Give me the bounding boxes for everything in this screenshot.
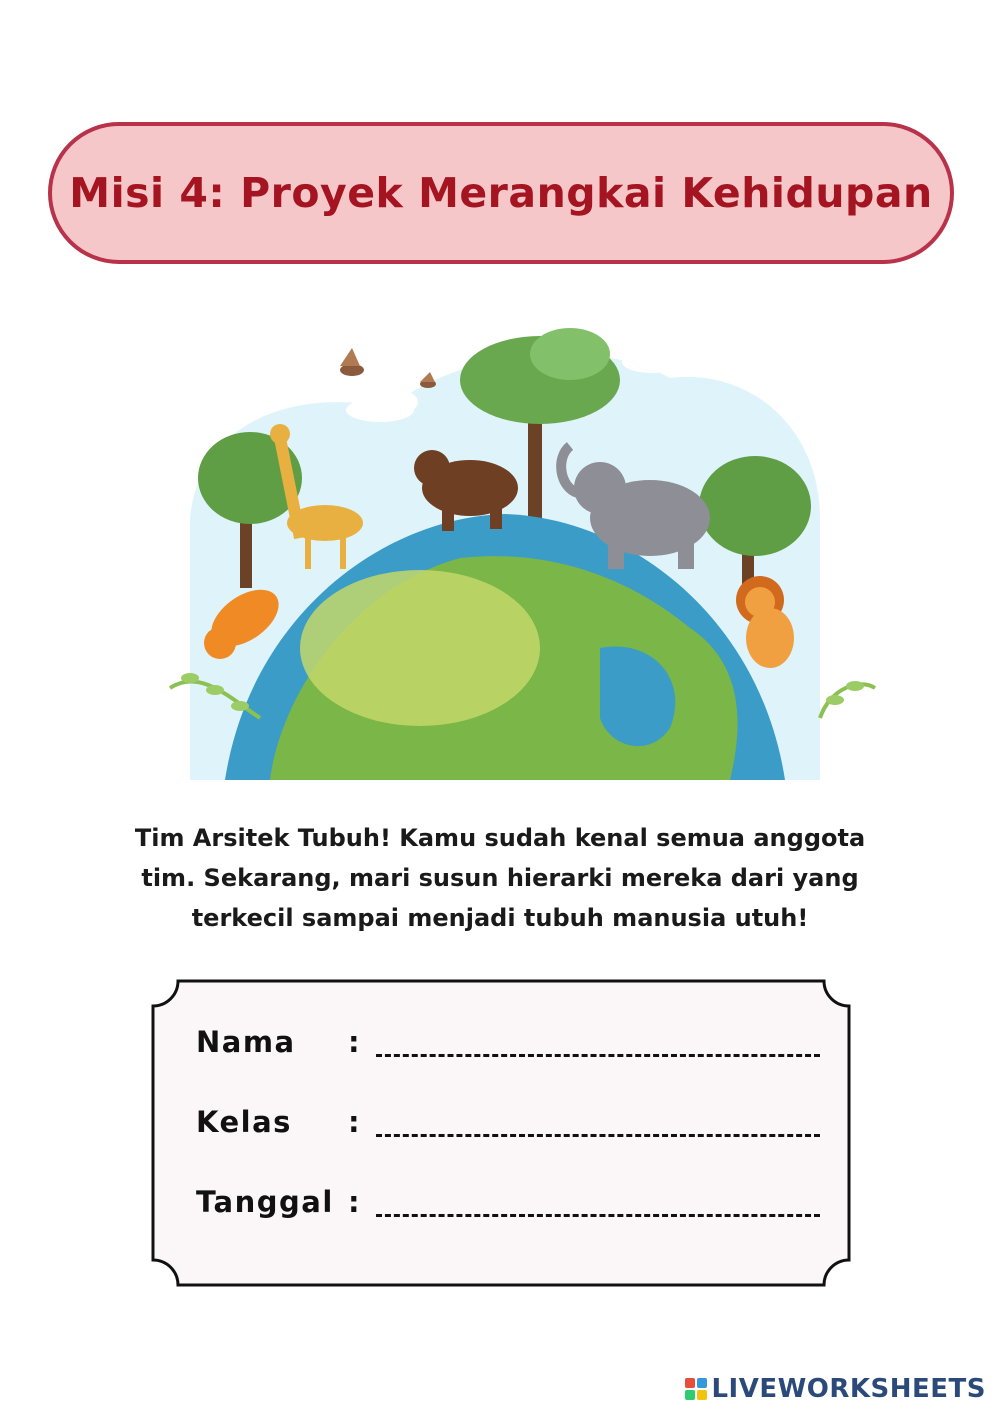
colon: : — [348, 1105, 362, 1139]
intro-line: terkecil sampai menjadi tubuh manusia utuh! — [191, 904, 809, 932]
colon: : — [348, 1185, 362, 1219]
earth-illustration-svg — [130, 318, 880, 780]
title-banner — [48, 122, 954, 264]
class-label: Kelas — [196, 1105, 292, 1139]
date-field-row — [196, 1182, 820, 1222]
date-label: Tanggal — [196, 1185, 334, 1219]
class-input-line[interactable] — [376, 1108, 820, 1137]
liveworksheets-logo-icon — [685, 1378, 707, 1400]
brand-name: LIVEWORKSHEETS — [711, 1374, 986, 1404]
class-field-row — [196, 1102, 820, 1142]
name-input-line[interactable] — [376, 1028, 820, 1057]
page-title: Misi 4: Proyek Merangkai Kehidupan — [69, 169, 933, 217]
intro-line: tim. Sekarang, mari susun hierarki mereka dari yang — [141, 864, 859, 892]
student-info-card — [150, 978, 852, 1288]
name-field-row — [196, 1022, 820, 1062]
colon: : — [348, 1025, 362, 1059]
date-input-line[interactable] — [376, 1188, 820, 1217]
earth-with-animals-illustration — [130, 318, 880, 780]
liveworksheets-brand[interactable] — [685, 1374, 986, 1404]
intro-line: Tim Arsitek Tubuh! Kamu sudah kenal semua anggota — [134, 824, 866, 852]
intro-text — [60, 818, 940, 938]
name-label: Nama — [196, 1025, 296, 1059]
